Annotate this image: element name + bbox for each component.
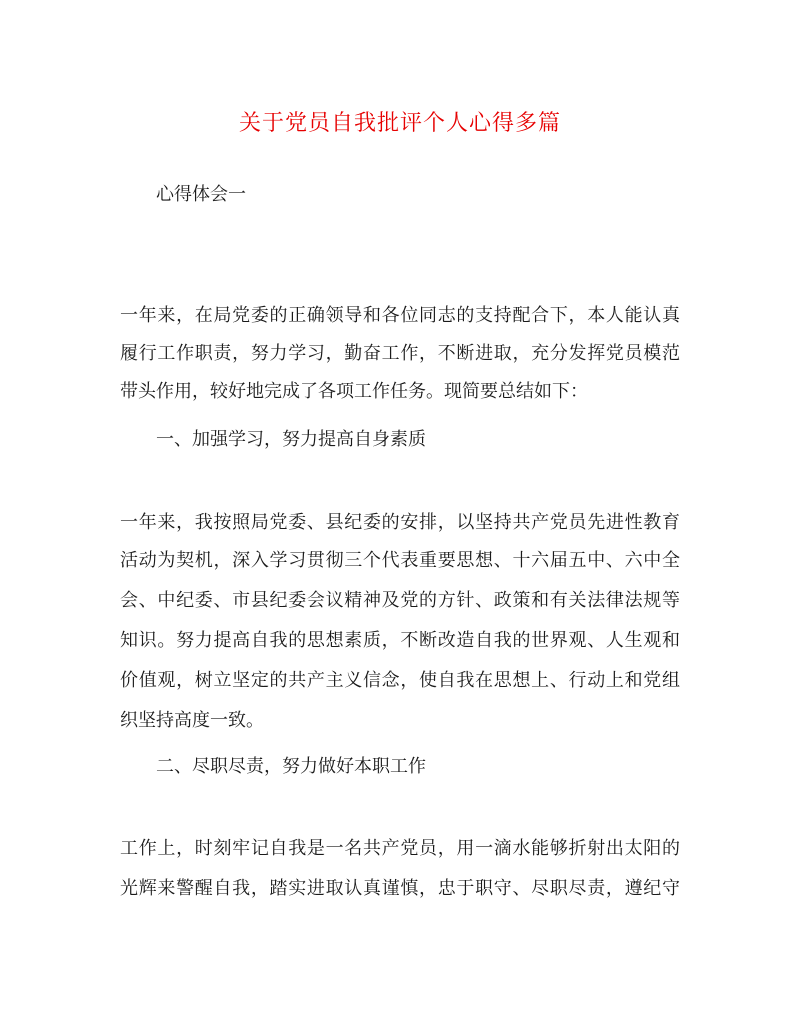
paragraph-2-line-4: 知识。努力提高自我的思想素质，不断改造自我的世界观、人生观和 bbox=[120, 630, 680, 651]
paragraph-2-line-5: 价值观，树立坚定的共产主义信念，使自我在思想上、行动上和党组 bbox=[120, 670, 680, 691]
paragraph-2-line-6: 织坚持高度一致。 bbox=[120, 710, 264, 731]
paragraph-3-line-1: 工作上，时刻牢记自我是一名共产党员，用一滴水能够折射出太阳的 bbox=[120, 838, 680, 859]
paragraph-3-line-2: 光辉来警醒自我，踏实进取认真谨慎，忠于职守、尽职尽责，遵纪守 bbox=[120, 878, 680, 899]
paragraph-2-line-3: 会、中纪委、市县纪委会议精神及党的方针、政策和有关法律法规等 bbox=[120, 590, 680, 611]
section-heading: 心得体会一 bbox=[156, 184, 246, 205]
heading-1: 一、加强学习，努力提高自身素质 bbox=[156, 429, 426, 450]
paragraph-2-line-2: 活动为契机，深入学习贯彻三个代表重要思想、十六届五中、六中全 bbox=[120, 550, 680, 571]
paragraph-1-line-3: 带头作用，较好地完成了各项工作任务。现简要总结如下： bbox=[120, 381, 588, 402]
paragraph-1-line-2: 履行工作职责，努力学习，勤奋工作，不断进取，充分发挥党员模范 bbox=[120, 343, 680, 364]
heading-2: 二、尽职尽责，努力做好本职工作 bbox=[156, 756, 426, 777]
paragraph-2-line-1: 一年来，我按照局党委、县纪委的安排，以坚持共产党员先进性教育 bbox=[120, 512, 680, 533]
paragraph-1-line-1: 一年来，在局党委的正确领导和各位同志的支持配合下，本人能认真 bbox=[120, 305, 680, 326]
document-title: 关于党员自我批评个人心得多篇 bbox=[238, 111, 561, 136]
